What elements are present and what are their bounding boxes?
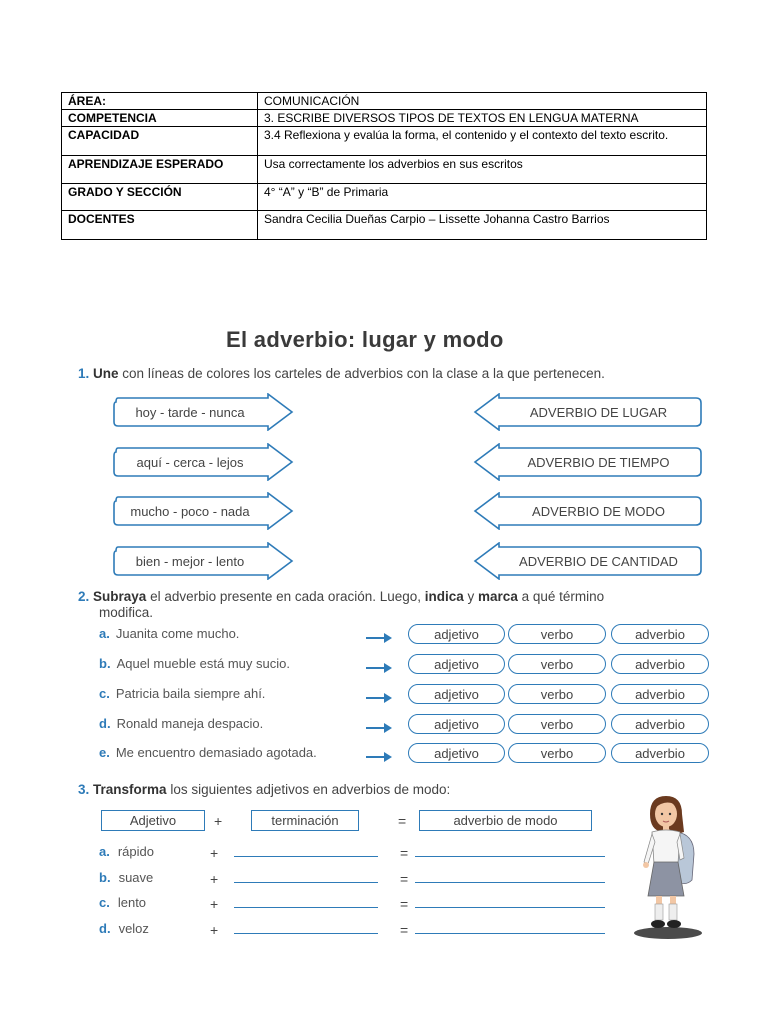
equals-sign: = (400, 845, 409, 861)
adverb-class-label: ADVERBIO DE LUGAR (529, 404, 668, 420)
adjective-item (99, 844, 154, 859)
worksheet-title: El adverbio: lugar y modo (226, 327, 504, 352)
question-2-verb-3: marca (478, 589, 518, 604)
item-word: lento (117, 895, 147, 910)
question-2-text-2: y (463, 589, 479, 604)
plus-sign: + (210, 845, 219, 861)
header-adjetivo-box: Adjetivo (101, 810, 205, 831)
adverb-group-label: mucho - poco - nada (130, 503, 250, 519)
adjective-item (99, 870, 153, 885)
adverb-class-card[interactable] (472, 492, 704, 530)
ending-answer-line[interactable] (234, 882, 378, 883)
plus-sign: + (210, 896, 219, 912)
question-3 (78, 782, 450, 797)
question-1-verb: Une (93, 366, 119, 381)
adverb-class-card[interactable] (472, 443, 704, 481)
option-adjetivo-pill[interactable]: adjetivo (408, 624, 505, 644)
sentence-letter: c. (99, 686, 110, 701)
info-key: CAPACIDAD (62, 127, 258, 156)
sentence-letter: e. (99, 745, 110, 760)
sentence-row (99, 686, 265, 701)
info-value: Sandra Cecilia Dueñas Carpio – Lissette Johanna Castro Barrios (258, 211, 707, 240)
question-1-number: 1. (78, 366, 90, 381)
item-word: suave (118, 870, 154, 885)
header-adverbio-box: adverbio de modo (419, 810, 592, 831)
info-row (62, 110, 707, 127)
adverb-answer-line[interactable] (415, 882, 605, 883)
info-row (62, 211, 707, 240)
question-2-verb-2: indica (424, 589, 464, 604)
option-adverbio-pill[interactable]: adverbio (611, 624, 709, 644)
info-key: DOCENTES (62, 211, 258, 240)
option-verbo-pill[interactable]: verbo (508, 654, 606, 674)
question-3-number: 3. (78, 782, 90, 797)
header-equals: = (398, 813, 407, 829)
header-terminacion-box: terminación (251, 810, 359, 831)
pointer-arrow-icon (366, 720, 392, 730)
sentence-text: Patricia baila siempre ahí. (115, 686, 266, 701)
question-3-text: los siguientes adjetivos en adverbios de modo: (166, 782, 451, 797)
question-2-number: 2. (78, 589, 90, 604)
pointer-arrow-icon (366, 690, 392, 700)
info-table (61, 92, 707, 240)
info-row (62, 184, 707, 211)
option-verbo-pill[interactable]: verbo (508, 624, 606, 644)
adverb-group-card[interactable] (110, 443, 295, 481)
pointer-arrow-icon (366, 749, 392, 759)
option-adverbio-pill[interactable]: adverbio (611, 714, 709, 734)
sentence-row (99, 745, 317, 760)
item-letter: a. (99, 844, 110, 859)
info-value: 3.4 Reflexiona y evalúa la forma, el contenido y el contexto del texto escrito. (258, 127, 707, 156)
item-word: veloz (118, 921, 149, 936)
info-row (62, 93, 707, 110)
equals-sign: = (400, 871, 409, 887)
sentence-row (99, 656, 290, 671)
item-letter: c. (99, 895, 110, 910)
adverb-answer-line[interactable] (415, 856, 605, 857)
pointer-arrow-icon (366, 630, 392, 640)
pointer-arrow-icon (366, 660, 392, 670)
sentence-text: Aquel mueble está muy sucio. (116, 656, 290, 671)
item-word: rápido (117, 844, 154, 859)
option-adjetivo-pill[interactable]: adjetivo (408, 654, 505, 674)
adverb-group-card[interactable] (110, 542, 295, 580)
adverb-class-label: ADVERBIO DE TIEMPO (527, 454, 670, 470)
sentence-text: Juanita come mucho. (115, 626, 240, 641)
adjective-item (99, 895, 146, 910)
info-row (62, 156, 707, 184)
info-key: APRENDIZAJE ESPERADO (62, 156, 258, 184)
adverb-answer-line[interactable] (415, 933, 605, 934)
question-3-verb: Transforma (93, 782, 167, 797)
option-adjetivo-pill[interactable]: adjetivo (408, 684, 505, 704)
info-value: Usa correctamente los adverbios en sus escritos (258, 156, 707, 184)
info-value: COMUNICACIÓN (258, 93, 707, 110)
sentence-text: Me encuentro demasiado agotada. (115, 745, 317, 760)
info-row (62, 127, 707, 156)
adjective-item (99, 921, 149, 936)
sentence-letter: b. (99, 656, 111, 671)
adverb-answer-line[interactable] (415, 907, 605, 908)
adverb-group-label: aquí - cerca - lejos (136, 454, 244, 470)
question-2-text-3: a qué término (517, 589, 605, 604)
equals-sign: = (400, 896, 409, 912)
adverb-class-label: ADVERBIO DE CANTIDAD (519, 553, 678, 569)
adverb-group-card[interactable] (110, 393, 295, 431)
option-verbo-pill[interactable]: verbo (508, 714, 606, 734)
option-adjetivo-pill[interactable]: adjetivo (408, 743, 505, 763)
info-key: COMPETENCIA (62, 110, 258, 127)
option-adverbio-pill[interactable]: adverbio (611, 743, 709, 763)
item-letter: b. (99, 870, 111, 885)
sentence-row (99, 716, 263, 731)
equals-sign: = (400, 922, 409, 938)
adverb-group-card[interactable] (110, 492, 295, 530)
info-value: 4° “A” y “B” de Primaria (258, 184, 707, 211)
sentence-row (99, 626, 239, 641)
girl-illustration (628, 792, 708, 940)
plus-sign: + (210, 871, 219, 887)
ending-answer-line[interactable] (234, 933, 378, 934)
adverb-class-card[interactable] (472, 542, 704, 580)
sentence-letter: d. (99, 716, 111, 731)
plus-sign: + (210, 922, 219, 938)
ending-answer-line[interactable] (234, 907, 378, 908)
item-letter: d. (99, 921, 111, 936)
question-2 (78, 589, 604, 604)
sentence-text: Ronald maneja despacio. (116, 716, 264, 731)
ending-answer-line[interactable] (234, 856, 378, 857)
adverb-group-label: hoy - tarde - nunca (135, 404, 245, 420)
option-verbo-pill[interactable]: verbo (508, 743, 606, 763)
info-key: ÁREA: (62, 93, 258, 110)
info-key: GRADO Y SECCIÓN (62, 184, 258, 211)
question-1-text: con líneas de colores los carteles de adverbios con la clase a la que pertenecen. (118, 366, 605, 381)
info-value: 3. ESCRIBE DIVERSOS TIPOS DE TEXTOS EN LENGUA MATERNA (258, 110, 707, 127)
option-adjetivo-pill[interactable]: adjetivo (408, 714, 505, 734)
option-adverbio-pill[interactable]: adverbio (611, 654, 709, 674)
question-1 (78, 366, 605, 381)
question-2-text-1: el adverbio presente en cada oración. Luego, (146, 589, 425, 604)
adverb-class-card[interactable] (472, 393, 704, 431)
adverb-class-label: ADVERBIO DE MODO (532, 503, 665, 519)
header-plus: + (214, 813, 223, 829)
option-verbo-pill[interactable]: verbo (508, 684, 606, 704)
adverb-group-label: bien - mejor - lento (135, 553, 245, 569)
option-adverbio-pill[interactable]: adverbio (611, 684, 709, 704)
question-2-line-2: modifica. (99, 605, 154, 620)
question-2-verb-1: Subraya (93, 589, 147, 604)
sentence-letter: a. (99, 626, 110, 641)
